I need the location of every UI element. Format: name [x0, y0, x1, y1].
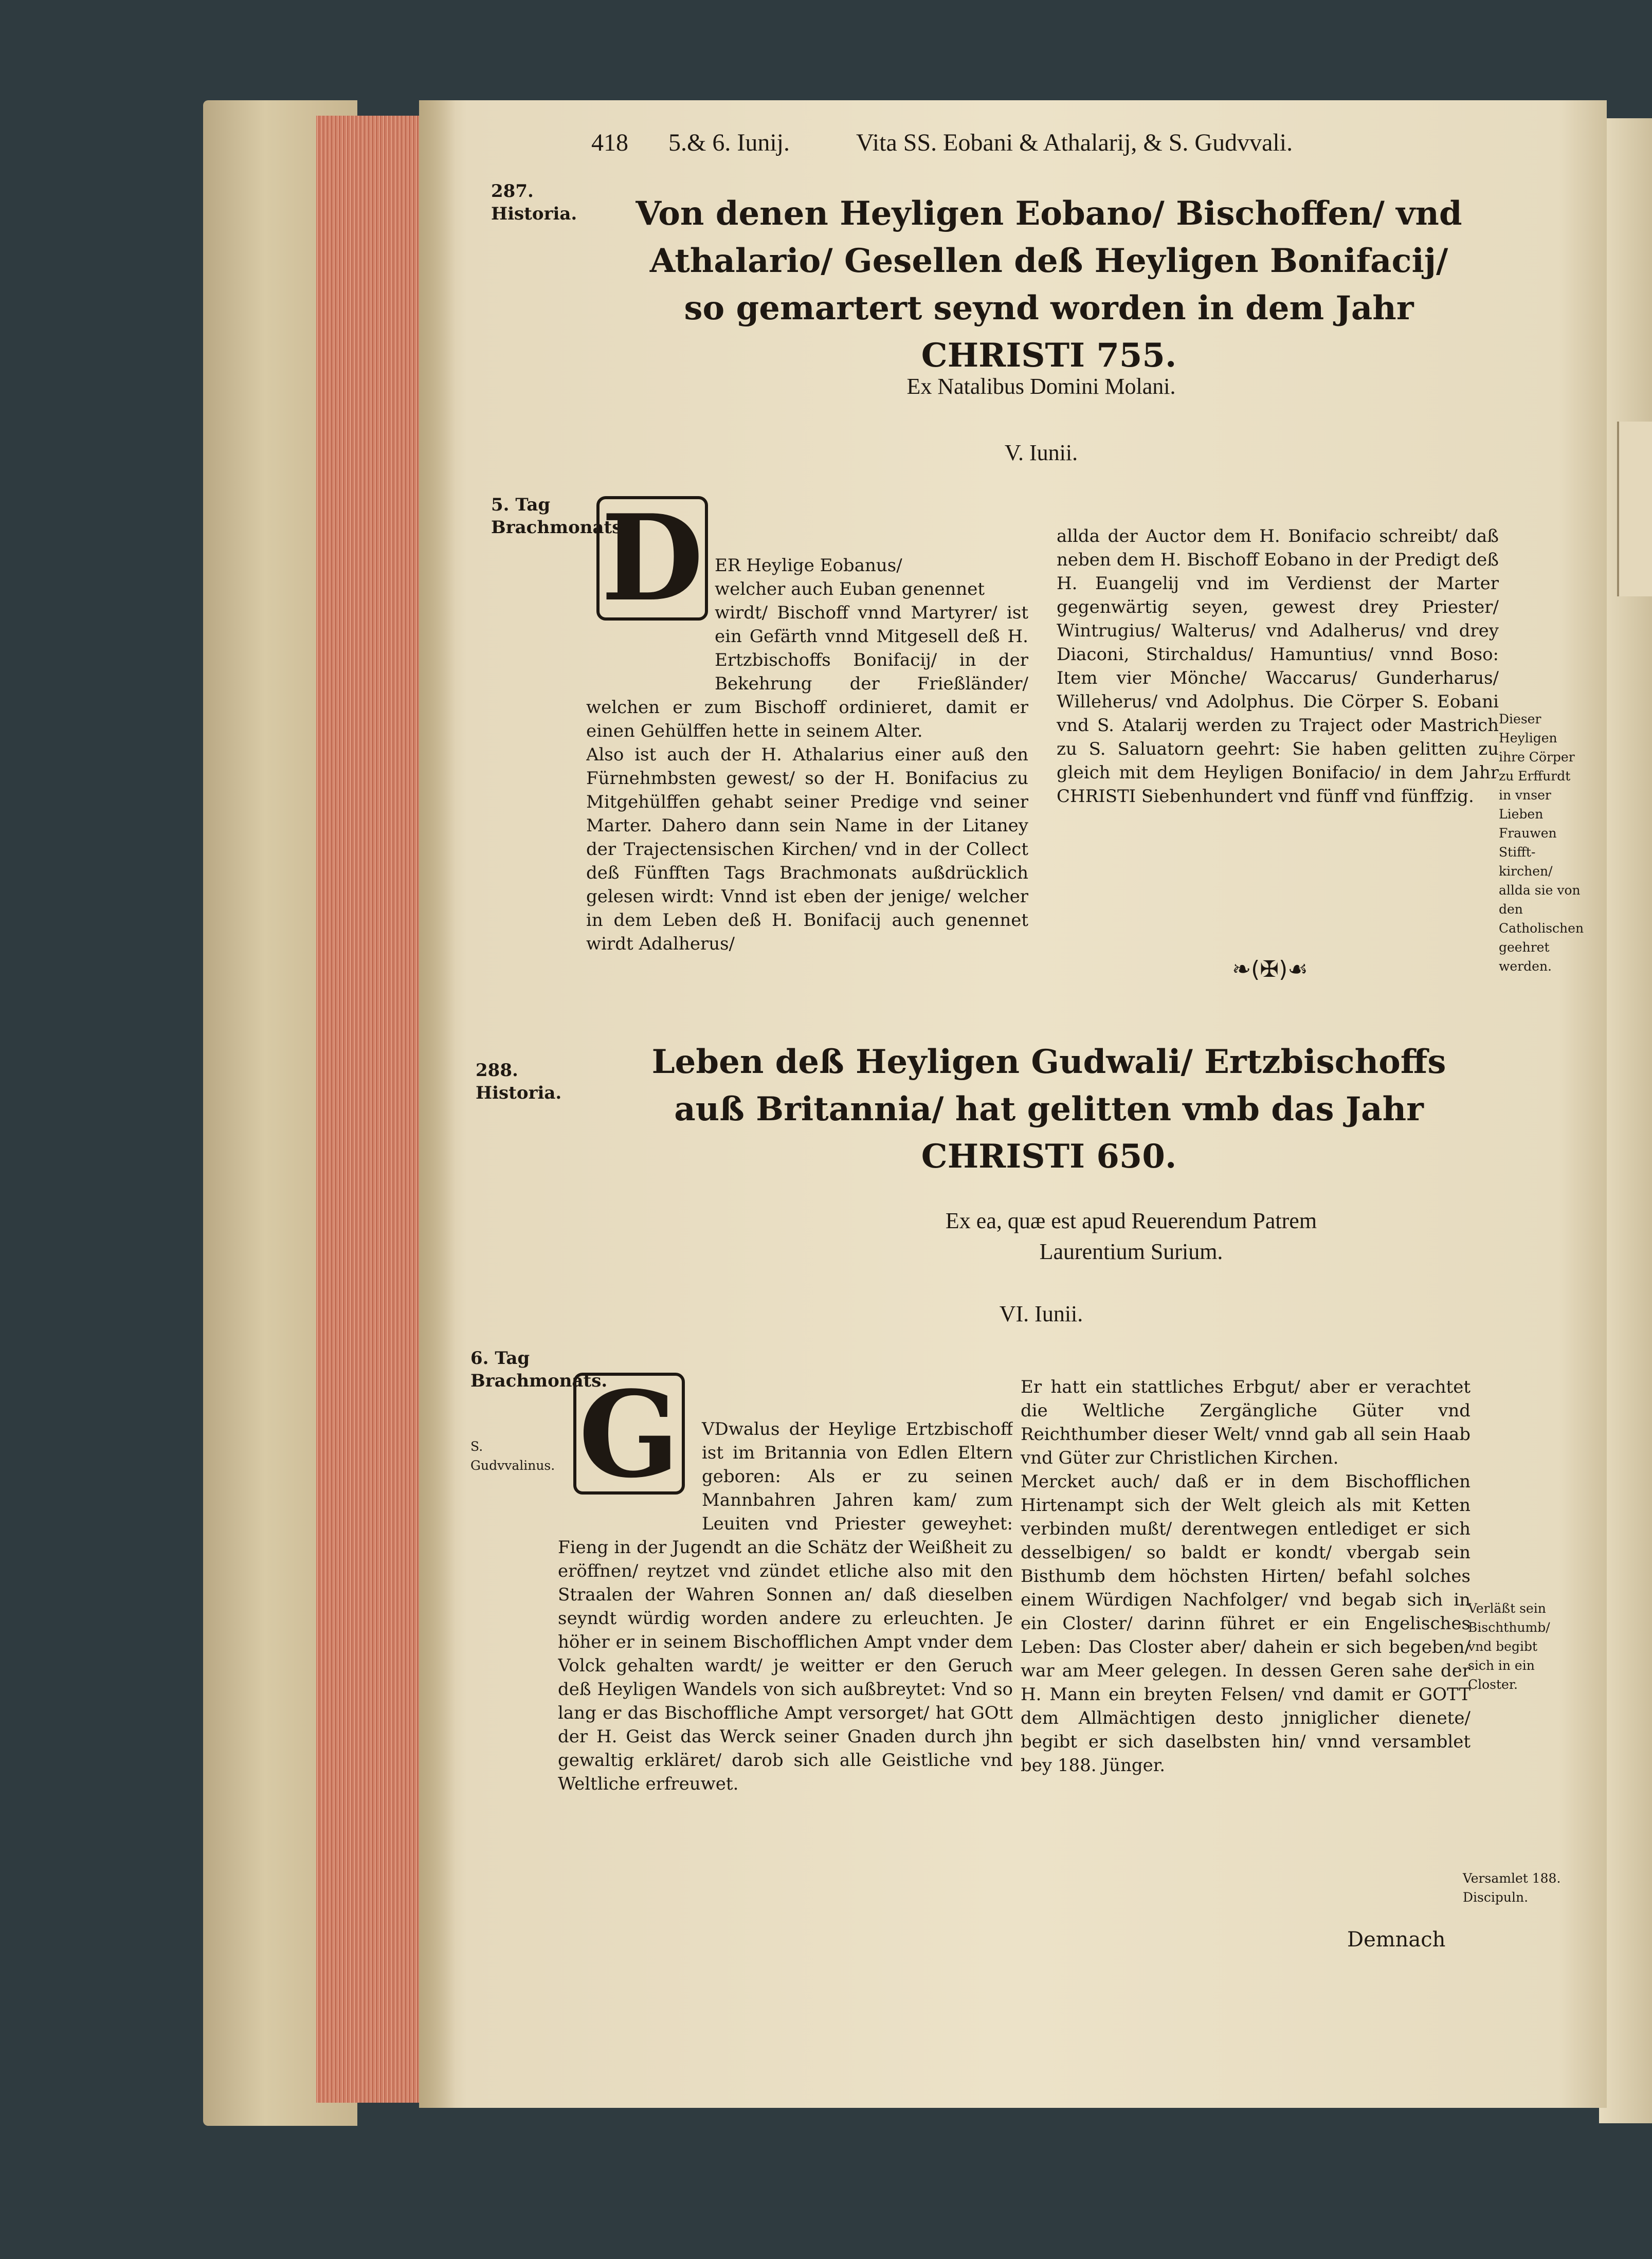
running-title: Vita SS. Eobani & Athalarij, & S. Gudvvali. — [856, 129, 1293, 156]
margin-saint-name: S. Gudvvalinus. — [470, 1439, 555, 1473]
section2-right-column: Er hatt ein stattliches Erbgut/ aber er verachtet die Weltliche Zergängliche Güter vnd Reichthumber dieser Welt/ vnnd gab all sein Haab vnd Güter zur Christlichen Kirchen. Mercket auch/ daß er in dem Bischofflichen Hirtenampt sich der Welt gleich als mit Ketten verbinden mußt/ derentwegen entlediget er sich desselbigen/ so baldt er kondt/ vbergab sein Bisthumb dem höchsten Hirten/ befahl solches einem Würdigen Nachfolger/ vnd begab sich in ein Closter/ darinn führet er ein Engelisches Leben: Das Closter aber/ dahein er sich begeben/ war am Meer gelegen. In dessen Geren sahe der H. Mann ein breyten Felsen/ vnd damit er GOTT dem Allmächtigen desto jnniglicher dienete/ begibt er sich daselbsten hin/ vnnd versamblet bey 188. Jünger. — [1021, 1377, 1471, 1776]
drop-cap-initial: D — [596, 496, 708, 621]
section-ornament: ❧(✠)☙ — [1232, 956, 1308, 982]
page-edges — [316, 116, 424, 2103]
section2-left-column — [558, 1370, 1013, 1910]
side-note-closter: Verläßt sein Bischthumb/ vnd begibt sich in ein Closter. — [1468, 1601, 1550, 1692]
book-cover-right — [1599, 118, 1652, 2123]
side-note-cörper: Dieser Heyligen ihre Cörper zu Erffurdt in vnser Lieben Frauwen Stifft-kirchen/ allda sie von den Catholischen geehret werden. — [1499, 712, 1584, 974]
page-gutter-shadow — [419, 100, 455, 2108]
section1-source: Ex Natalibus Domini Molani. — [906, 374, 1176, 399]
side-note-discipuln: Versamlet 188. Discipuln. — [1463, 1871, 1561, 1905]
page-number: 418 — [591, 129, 628, 156]
section1-right-column: allda der Auctor dem H. Bonifacio schreibt/ daß neben dem H. Bischoff Eobano in der Predigt deß H. Euangelij vnd im Verdienst der Marter gegenwärtig seyen, gewest drey Priester/ Wintrugius/ Walterus/ vnd Adalherus/ vnd drey Diaconi, Stirchaldus/ Hamuntius/ vnnd Boso: Item vier Mönche/ Waccarus/ Gunderharus/ Willeherus/ vnd Adolphus. Die Cörper S. Eobani vnd S. Atalarij werden zu Traject oder Mastrich zu S. Saluatorn geehrt: Sie haben gelitten zu gleich mit dem Heyligen Bonifacio/ in dem Jahr CHRISTI Siebenhundert vnd fünff vnd fünffzig. — [1057, 526, 1499, 807]
next-page-edge — [1617, 422, 1652, 596]
section2-left-text: VDwalus der Heylige Ertzbischoff ist im Britannia von Edlen Eltern geboren: Als er zu seinen Mannbahren Jahren kam/ zum Leuiten vnd Priester geweyhet: Fieng in der Jugendt an die Schätz der Weißheit zu eröffnen/ reytzet vnd zündet etliche also mit den Straalen der Wahren Sonnen an/ daß dieselben seyndt würdig worden andere zu erleuchten. Je höher er in seinem Bischofflichen Ampt vnder dem Volck gehalten wardt/ je weitter er den Geruch deß Heyligen Wandels von sich außbreytet: Vnd so lang er das Bischoffliche Ampt versorget/ hat GOtt der H. Geist das Werck seiner Gnaden durch jhn gewaltig erkläret/ darob sich alle Geistliche vnd Weltliche erfreuwet. — [558, 1419, 1013, 1794]
section1-title: Von denen Heyligen Eobano/ Bischoffen/ vnd Athalario/ Gesellen deß Heyligen Bonifacij/ so gemartert seynd worden in dem Jahr CHRISTI 755. — [636, 194, 1462, 375]
margin-historia-288: 288. Historia. — [476, 1060, 562, 1103]
margin-historia-287: 287. Historia. — [491, 181, 577, 224]
section2-source: Ex ea, quæ est apud Reuerendum Patrem Laurentium Surium. — [945, 1208, 1317, 1264]
margin-day-5: 5. Tag Brachmonats. — [491, 495, 628, 538]
margin-day-6: 6. Tag Brachmonats. — [470, 1348, 608, 1391]
section1-left-column — [586, 506, 1028, 1021]
section1-date: V. Iunii. — [1004, 440, 1078, 465]
section2-date: VI. Iunii. — [999, 1301, 1083, 1326]
drop-cap-initial-g: G — [573, 1373, 685, 1495]
section1-left-text: ER Heylige Eobanus/ welcher auch Euban genennet wirdt/ Bischoff vnnd Martyrer/ ist ein Gefärth vnnd Mitgesell deß H. Ertzbischoffs Bonifacij/ in der Bekehrung der Frießländer/ welchen er zum Bischoff ordinieret, damit er einen Gehülffen hette in seinem Alter. Also ist auch der H. Athalarius einer auß den Fürnehmbsten gewest/ so der H. Bonifacius zu Mitgehülffen gehabt seiner Predige vnd seiner Marter. Dahero dann sein Name in der Litaney der Trajectensischen Kirchen/ vnd in der Collect deß Fünfften Tags Brachmonats außdrücklich gelesen wirdt: Vnnd ist eben der jenige/ welcher in dem Leben deß H. Bonifacij auch genennet wirdt Adalherus/ — [586, 555, 1028, 954]
section2-title: Leben deß Heyligen Gudwali/ Ertzbischoffs auß Britannia/ hat gelitten vmb das Jahr CHRISTI 650. — [651, 1043, 1446, 1176]
header-date: 5.& 6. Iunij. — [668, 129, 790, 156]
catchword: Demnach — [1347, 1928, 1446, 1952]
